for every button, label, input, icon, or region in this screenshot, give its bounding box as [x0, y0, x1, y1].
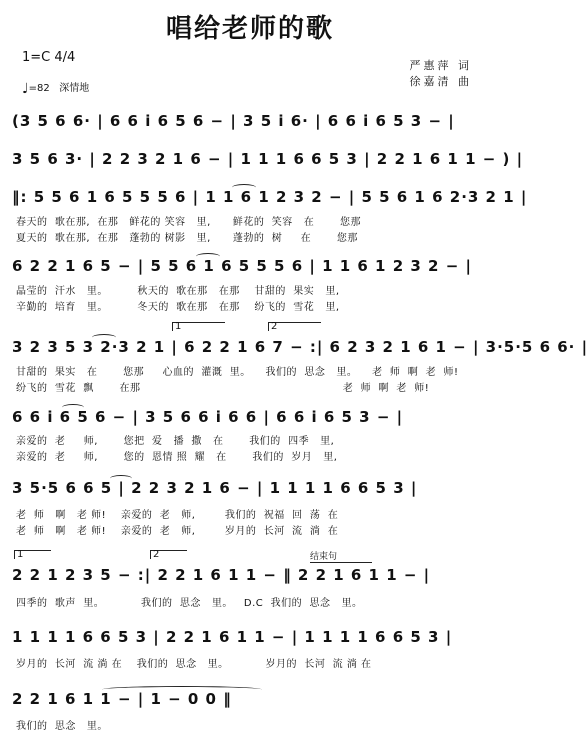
quarter-note-icon: ♩ [22, 81, 29, 97]
score-line-7: 3 5·5 6 6 5 | 2 2 3 2 1 6 − | 1 1 1 1 6 6 5 3 | [12, 479, 418, 497]
song-title: 唱给老师的歌 [165, 14, 334, 44]
tempo-value: =82 [28, 83, 50, 94]
key-signature: 1=C 4/4 [22, 50, 76, 65]
score-line-1: (3 5 6 6· | 6 6 i 6 5 6 − | 3 5 i 6· | 6 6 i 6 5 3 − | [12, 112, 455, 130]
volta-1: 1 [172, 322, 225, 331]
lyric-line-5a: 甘甜的 果实 在 您那 心血的 灌溉 里。 我们的 思念 里。 老 师 啊 老 师! [16, 367, 459, 378]
lyricist: 严惠萍 词 [409, 59, 472, 72]
volta-2-final: 2 [150, 550, 187, 559]
slur-mark [110, 475, 132, 482]
score-line-5: 3 2 3 5 3 2·3 2 1 | 6 2 2 1 6 7 − :| 6 2 3 2 1 6 1 − | 3·5·5 6 6· | [12, 338, 588, 356]
lyric-line-3b: 夏天的 歌在那, 在那 蓬勃的 树影 里, 蓬勃的 树 在 您那 [16, 233, 358, 244]
score-line-8: 2 2 1 2 3 5 − :| 2 2 1 6 1 1 − ‖ 2 2 1 6 1 1 − | [12, 566, 431, 584]
coda-marker: 结束句 [310, 549, 372, 563]
lyric-line-7b: 老 师 啊 老 师! 亲爱的 老 师, 岁月的 长河 流 淌 在 [16, 526, 339, 537]
lyric-line-4a: 晶莹的 汗水 里。 秋天的 歌在那 在那 甘甜的 果实 里, [16, 286, 340, 297]
score-line-3: ‖: 5 5 6 1 6 5 5 5 6 | 1 1 6 1 2 3 2 − | 5 5 6 1 6 2·3 2 1 | [12, 188, 528, 206]
lyric-line-9a: 岁月的 长河 流 淌 在 我们的 思念 里。 岁月的 长河 流 淌 在 [16, 659, 372, 670]
lyric-line-10a: 我们的 思念 里。 [16, 721, 108, 732]
lyric-line-7a: 老 师 啊 老 师! 亲爱的 老 师, 我们的 祝福 回 荡 在 [16, 510, 339, 521]
lyric-line-6a: 亲爱的 老 师, 您把 爱 播 撒 在 我们的 四季 里, [16, 436, 335, 447]
slur-mark [92, 334, 116, 341]
tempo-marking [22, 79, 89, 97]
lyric-line-4b: 辛勤的 培育 里。 冬天的 歌在那 在那 纷飞的 雪花 里, [16, 302, 340, 313]
credits [410, 58, 473, 90]
slur-mark [196, 253, 220, 260]
slur-mark [232, 184, 256, 191]
lyric-line-3a: 春天的 歌在那, 在那 鲜花的 笑容 里, 鲜花的 笑容 在 您那 [16, 217, 362, 228]
tie-mark [102, 686, 262, 693]
composer: 徐嘉清 曲 [409, 75, 472, 88]
expression-mark: 深情地 [59, 83, 90, 94]
score-line-4: 6 2 2 1 6 5 − | 5 5 6 1 6 5 5 5 6 | 1 1 6 1 2 3 2 − | [12, 257, 472, 275]
lyric-line-8a: 四季的 歌声 里。 我们的 思念 里。 D.C 我们的 思念 里。 [16, 598, 363, 609]
lyric-line-6b: 亲爱的 老 师, 您的 恩情 照 耀 在 我们的 岁月 里, [16, 452, 338, 463]
score-line-6: 6 6 i 6 5 6 − | 3 5 6 6 i 6 6 | 6 6 i 6 5 3 − | [12, 408, 404, 426]
slur-mark [62, 404, 84, 411]
score-line-2: 3 5 6 3· | 2 2 3 2 1 6 − | 1 1 1 6 6 5 3 | 2 2 1 6 1 1 − ) | [12, 150, 524, 168]
volta-1-final: 1 [14, 550, 51, 559]
score-line-9: 1 1 1 1 6 6 5 3 | 2 2 1 6 1 1 − | 1 1 1 1 6 6 5 3 | [12, 628, 453, 646]
volta-2: 2 [268, 322, 321, 331]
lyric-line-5b: 纷飞的 雪花 飘 在那 老 师 啊 老 师! [16, 383, 430, 394]
score-line-10: 2 2 1 6 1 1 − | 1 − 0 0 ‖ [12, 690, 232, 708]
